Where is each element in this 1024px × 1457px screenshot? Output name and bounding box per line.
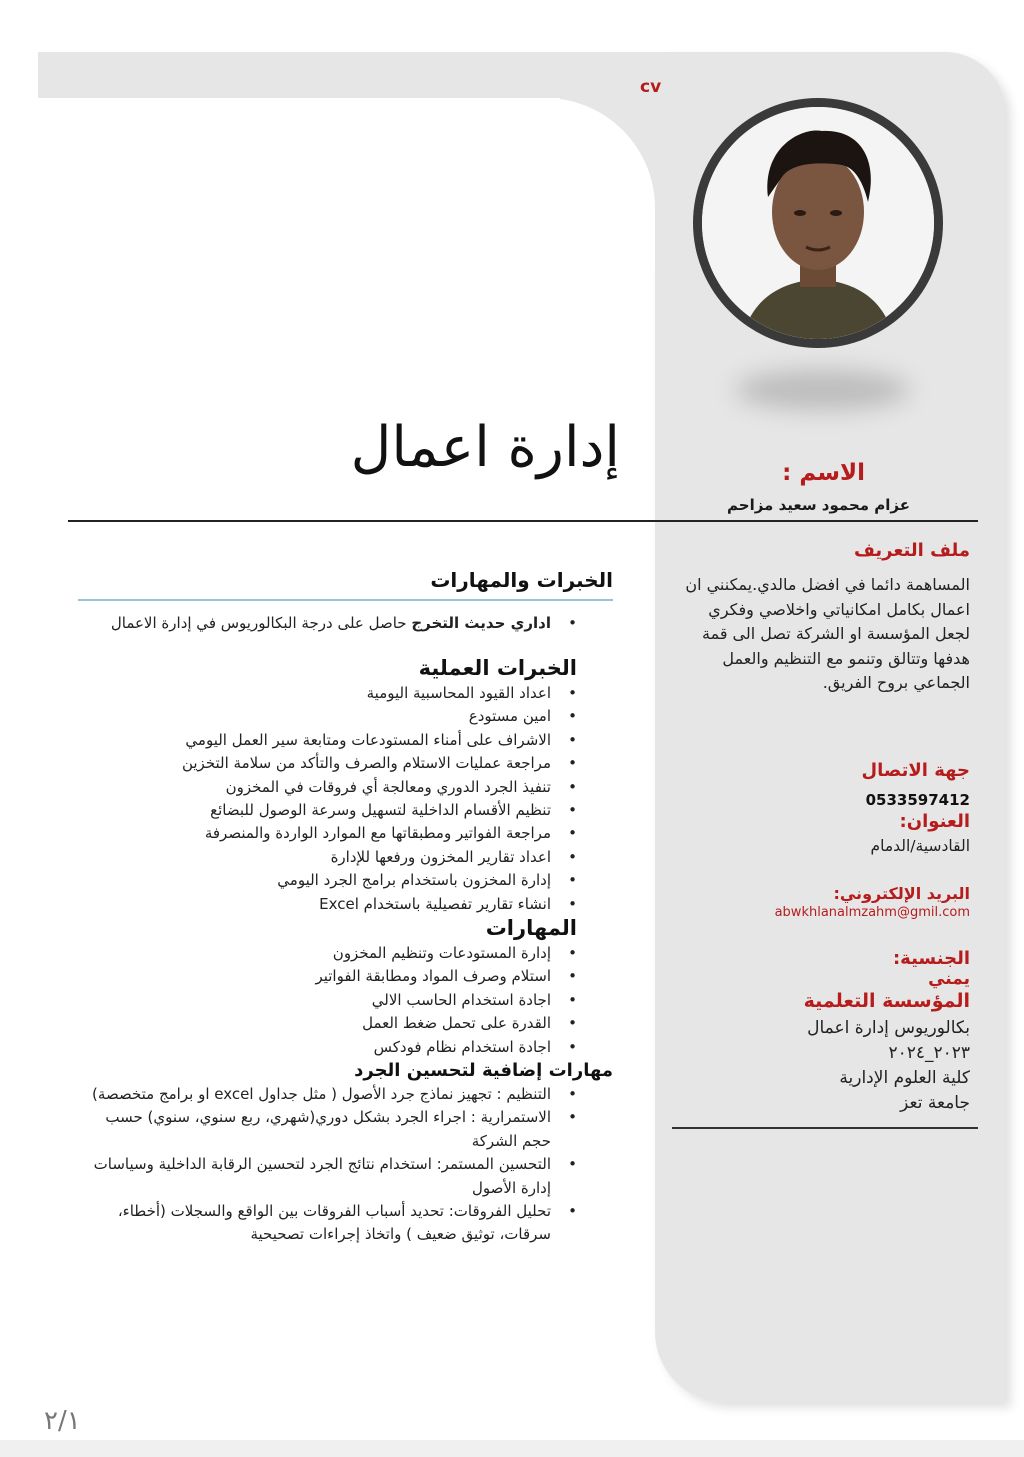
- email-section: [672, 884, 970, 920]
- extra-item: • التنظيم : تجهيز نماذج جرد الأصول ( مثل جداول excel او برامج متخصصة): [78, 1083, 613, 1106]
- address-label: العنوان:: [899, 811, 970, 832]
- extra-item: • الاستمرارية : اجراء الجرد بشكل دوري(شهري، ربع سنوي، سنوي) حسب حجم الشركة: [78, 1106, 613, 1153]
- education-heading: المؤسسة التعلمية: [803, 990, 970, 1012]
- skill-item: • استلام وصرف المواد ومطابقة الفواتير: [78, 965, 613, 988]
- experience-skills-section: [78, 568, 613, 592]
- practical-heading: الخبرات العملية: [418, 656, 577, 680]
- nationality-label: الجنسية:: [892, 948, 970, 969]
- education-section: [672, 990, 970, 1116]
- experience-skills-heading: الخبرات والمهارات: [430, 568, 613, 592]
- practical-item: • امين مستودع: [78, 705, 613, 728]
- intro-item: [78, 612, 613, 635]
- practical-item: • اعداد تقارير المخزون ورفعها للإدارة: [78, 846, 613, 869]
- education-years: ٢٠٢٣_٢٠٢٤: [888, 1043, 970, 1063]
- education-degree: بكالوريوس إدارة اعمال: [807, 1018, 970, 1038]
- nationality-section: [672, 948, 970, 989]
- page-title: إدارة اعمال: [350, 415, 620, 480]
- practical-item: • اعداد القيود المحاسبية اليومية: [78, 682, 613, 705]
- profile-photo: [693, 98, 943, 348]
- profile-section: [672, 540, 970, 696]
- skill-item: • اجادة استخدام نظام فودكس: [78, 1036, 613, 1059]
- extra-skills-heading: مهارات إضافية لتحسين الجرد: [354, 1060, 613, 1081]
- practical-item: • تنظيم الأقسام الداخلية لتسهيل وسرعة الوصول للبضائع: [78, 799, 613, 822]
- section-rule: [78, 599, 613, 601]
- extra-item: • التحسين المستمر: استخدام نتائج الجرد لتحسين الرقابة الداخلية وسياسات إدارة الأصول: [78, 1153, 613, 1200]
- phone-number: 0533597412: [865, 791, 970, 809]
- practical-section: [78, 656, 613, 916]
- email-label: البريد الإلكتروني:: [833, 884, 970, 903]
- extra-skills-section: [78, 1060, 613, 1247]
- skill-item: • اجادة استخدام الحاسب الالي: [78, 989, 613, 1012]
- name-label: الاسم :: [782, 460, 865, 486]
- skills-heading: المهارات: [485, 916, 577, 940]
- intro-bold: اداري حديث التخرج: [411, 614, 551, 632]
- practical-item: • مراجعة عمليات الاستلام والصرف والتأكد من سلامة التخزين: [78, 752, 613, 775]
- cv-tag: cv: [640, 77, 662, 97]
- name-value: عزام محمود سعيد مزاحم: [727, 496, 910, 514]
- skill-item: • القدرة على تحمل ضغط العمل: [78, 1012, 613, 1035]
- education-college: كلية العلوم الإدارية: [839, 1068, 970, 1088]
- skills-section: [78, 916, 613, 1059]
- intro-rest: حاصل على درجة البكالوريوس في إدارة الاعمال: [110, 614, 412, 632]
- practical-item: • مراجعة الفواتير ومطبقاتها مع الموارد الواردة والمنصرفة: [78, 822, 613, 845]
- education-university: جامعة تعز: [900, 1093, 970, 1113]
- sidebar-divider: [672, 1127, 978, 1129]
- profile-text: المساهمة دائما في افضل مالدي.يمكنني ان اعمال بكامل امكانياتي واخلاصي وفكري لجعل المؤسسة او الشركة تصل الى قمة هدفها وتتالق وتنمو مع التنظيم والعمل الجماعي بروح الفريق.: [685, 575, 970, 692]
- person-portrait-icon: [702, 107, 934, 339]
- photo-shadow: [735, 370, 910, 410]
- practical-item: • إدارة المخزون باستخدام برامج الجرد اليومي: [78, 869, 613, 892]
- contact-section: [672, 760, 970, 858]
- skill-item: • إدارة المستودعات وتنظيم المخزون: [78, 942, 613, 965]
- extra-item: • تحليل الفروقات: تحديد أسباب الفروقات بين الواقع والسجلات (أخطاء، سرقات، توثيق ضعيف ) واتخاذ إجراءات تصحيحية: [78, 1200, 613, 1247]
- bottom-bar: [0, 1440, 1024, 1457]
- address-value: القادسية/الدمام: [870, 837, 970, 855]
- practical-item: • انشاء تقارير تفصيلية باستخدام Excel: [78, 893, 613, 916]
- contact-heading: جهة الاتصال: [861, 760, 970, 781]
- nationality-value: يمني: [928, 969, 970, 989]
- intro-block: [78, 612, 613, 635]
- email-value[interactable]: abwkhlanalmzahm@gmil.com: [774, 905, 970, 920]
- header-divider: [68, 520, 978, 522]
- profile-heading: ملف التعريف: [853, 540, 970, 561]
- practical-item: • الاشراف على أمناء المستودعات ومتابعة سير العمل اليومي: [78, 729, 613, 752]
- page-number: ٢/١: [44, 1406, 81, 1436]
- practical-item: • تنفيذ الجرد الدوري ومعالجة أي فروقات في المخزون: [78, 776, 613, 799]
